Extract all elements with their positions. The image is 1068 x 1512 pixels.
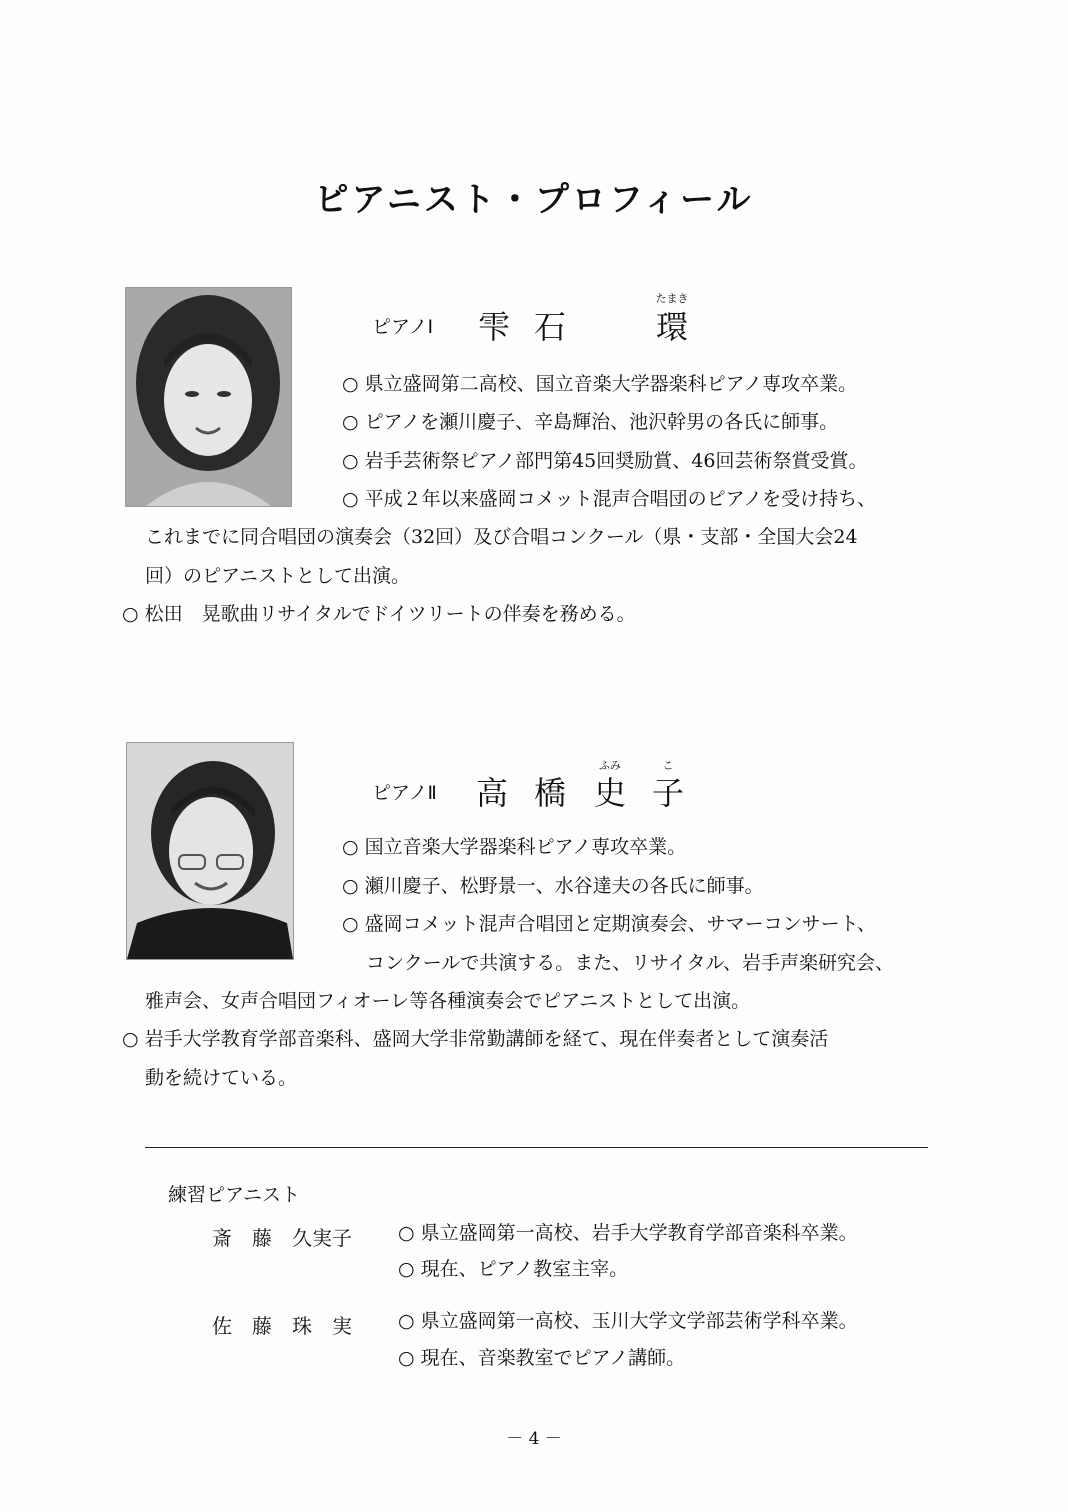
pianist1-line-7: ○ 松田 晃歌曲リサイタルでドイツリートの伴奏を務める。 — [122, 603, 636, 625]
pianist1-role: ピアノⅠ — [372, 316, 434, 338]
practice-person-1-line-2: ○ 現在、ピアノ教室主宰。 — [398, 1258, 629, 1280]
section-divider — [145, 1147, 928, 1148]
practice-person-1-name: 斎 藤 久実子 — [212, 1226, 352, 1250]
practice-person-2-line-2: ○ 現在、音楽教室でピアノ講師。 — [398, 1347, 686, 1369]
pianist2-line-2: ○ 瀬川慶子、松野景一、水谷達夫の各氏に師事。 — [342, 875, 764, 897]
pianist2-name-char-4: 子 — [651, 774, 684, 812]
page-title: ピアニスト・プロフィール — [314, 180, 754, 220]
pianist2-line-6: ○ 岩手大学教育学部音楽科、盛岡大学非常勤講師を経て、現在伴奏者として演奏活 — [122, 1028, 829, 1050]
pianist2-name-char-2: 橋 — [533, 774, 566, 812]
pianist1-name-char-3: 環 — [655, 308, 688, 346]
pianist2-photo — [126, 742, 294, 960]
portrait-image — [127, 743, 293, 959]
practice-heading: 練習ピアニスト — [168, 1184, 301, 1206]
pianist1-ruby: たまき — [655, 292, 689, 305]
pianist2-role: ピアノⅡ — [372, 782, 437, 804]
page-number: － 4 － — [506, 1429, 562, 1449]
pianist1-line-5: これまでに同合唱団の演奏会（32回）及び合唱コンクール（県・支部・全国大会24 — [145, 526, 858, 548]
pianist1-line-2: ○ ピアノを瀬川慶子、辛島輝治、池沢幹男の各氏に師事。 — [342, 411, 839, 433]
pianist1-photo — [125, 287, 292, 507]
pianist2-line-3: ○ 盛岡コメット混声合唱団と定期演奏会、サマーコンサート、 — [342, 913, 876, 935]
pianist2-ruby-2: こ — [662, 759, 674, 772]
pianist2-ruby-1: ふみ — [599, 759, 621, 772]
practice-person-2-name: 佐 藤 珠 実 — [212, 1314, 352, 1338]
practice-person-2-line-1: ○ 県立盛岡第一高校、玉川大学文学部芸術学科卒業。 — [398, 1310, 858, 1332]
pianist2-line-4: コンクールで共演する。また、リサイタル、岩手声楽研究会、 — [366, 952, 895, 974]
pianist2-line-1: ○ 国立音楽大学器楽科ピアノ専攻卒業。 — [342, 836, 687, 858]
pianist2-name-char-1: 高 — [475, 774, 508, 812]
pianist1-name-char-2: 石 — [533, 308, 566, 346]
pianist2-name-char-3: 史 — [593, 774, 626, 812]
pianist1-line-3: ○ 岩手芸術祭ピアノ部門第45回奨励賞、46回芸術祭賞受賞。 — [342, 450, 868, 472]
pianist2-line-7: 動を続けている。 — [145, 1067, 298, 1089]
practice-person-1-line-1: ○ 県立盛岡第一高校、岩手大学教育学部音楽科卒業。 — [398, 1222, 858, 1244]
pianist2-line-5: 雅声会、女声合唱団フィオーレ等各種演奏会でピアニストとして出演。 — [145, 990, 751, 1012]
pianist1-line-1: ○ 県立盛岡第二高校、国立音楽大学器楽科ピアノ専攻卒業。 — [342, 373, 858, 395]
pianist1-line-4: ○ 平成２年以来盛岡コメット混声合唱団のピアノを受け持ち、 — [342, 488, 877, 510]
portrait-image — [126, 288, 291, 506]
pianist1-name-char-1: 雫 — [477, 308, 510, 346]
pianist1-line-6: 回）のピアニストとして出演。 — [145, 565, 411, 587]
